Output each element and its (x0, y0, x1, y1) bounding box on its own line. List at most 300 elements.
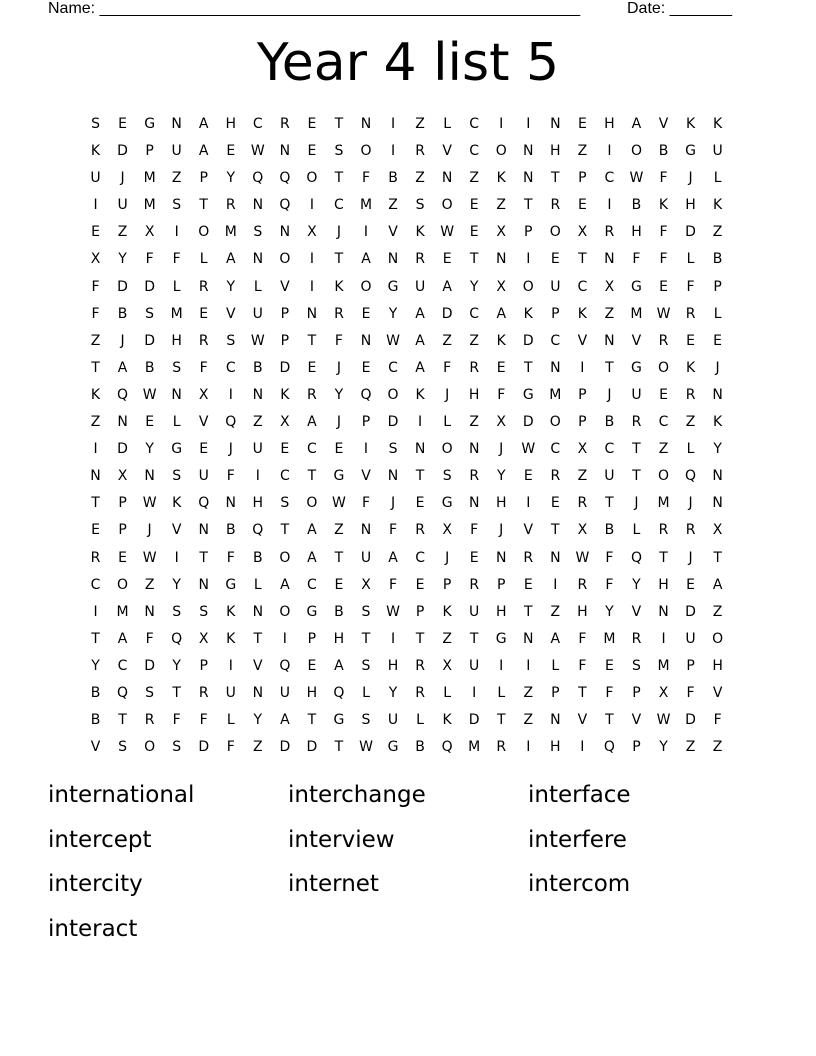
grid-letter: R (415, 251, 425, 268)
grid-letter: F (361, 495, 371, 512)
grid-letter: P (578, 170, 587, 187)
grid-letter: Y (172, 576, 181, 593)
grid-letter: F (145, 630, 154, 647)
grid-letter: B (225, 522, 236, 539)
grid-letter: P (551, 684, 560, 701)
grid-letter: K (496, 170, 506, 187)
grid-letter: E (361, 305, 371, 322)
grid-letter: Y (659, 739, 668, 756)
grid-letter: R (279, 116, 290, 132)
grid-letter: E (469, 549, 479, 566)
grid-letter: Y (226, 278, 236, 295)
grid-letter: R (90, 549, 101, 566)
grid-letter: Z (604, 305, 615, 322)
grid-letter: T (118, 712, 127, 729)
grid-letter: V (658, 116, 669, 132)
grid-letter: I (553, 576, 558, 593)
grid-letter: B (334, 603, 344, 620)
grid-letter: V (171, 522, 182, 539)
grid-letter: N (279, 143, 291, 160)
grid-letter: C (117, 657, 128, 674)
grid-letter: S (226, 332, 236, 349)
grid-row (82, 330, 731, 357)
grid-letter: Q (252, 522, 264, 539)
grid-letter: T (199, 197, 208, 214)
grid-letter: Q (441, 739, 453, 756)
grid-letter: M (359, 197, 373, 214)
grid-letter: I (93, 197, 98, 214)
grid-letter: L (443, 414, 452, 431)
grid-letter: V (523, 522, 534, 539)
grid-letter: R (550, 468, 561, 485)
grid-letter: U (685, 630, 696, 647)
grid-letter: F (91, 305, 100, 322)
grid-letter: C (550, 441, 561, 458)
grid-letter: Z (712, 739, 723, 756)
grid-letter: E (91, 522, 100, 539)
grid-letter: Y (388, 305, 398, 322)
grid-letter: F (443, 359, 452, 376)
grid-letter: K (415, 224, 425, 241)
grid-letter: I (526, 657, 531, 674)
grid-letter: I (526, 739, 531, 756)
grid-letter: G (225, 576, 237, 593)
grid-letter: F (686, 684, 695, 701)
grid-letter: F (578, 657, 587, 674)
grid-letter: O (712, 630, 724, 647)
grid-letter: P (632, 739, 641, 756)
grid-letter: L (497, 684, 506, 701)
grid-letter: L (551, 657, 560, 674)
grid-letter: E (334, 576, 344, 593)
grid-letter: V (712, 684, 723, 701)
grid-letter: E (307, 657, 317, 674)
grid-row (82, 303, 731, 330)
grid-row (82, 547, 731, 574)
grid-letter: Z (90, 332, 101, 349)
grid-letter: O (306, 495, 318, 512)
grid-letter: M (603, 630, 616, 647)
grid-letter: P (280, 305, 290, 322)
grid-letter: H (685, 197, 696, 214)
grid-letter: D (144, 332, 155, 349)
grid-letter: K (280, 386, 290, 403)
grid-letter: N (252, 603, 264, 620)
grid-letter: Z (523, 712, 534, 729)
grid-letter: R (685, 305, 696, 322)
grid-letter: X (658, 684, 669, 701)
grid-letter: E (91, 224, 100, 241)
grid-letter: F (389, 522, 398, 539)
grid-letter: N (252, 251, 264, 268)
grid-letter: N (144, 468, 155, 485)
grid-letter: M (224, 224, 237, 241)
grid-letter: P (199, 170, 208, 187)
grid-letter: F (226, 739, 235, 756)
grid-letter: T (659, 549, 668, 566)
grid-letter: S (253, 224, 263, 241)
grid-letter: Y (253, 712, 263, 729)
grid-letter: Y (145, 441, 154, 458)
grid-letter: H (604, 116, 615, 132)
grid-letter: A (631, 116, 642, 132)
grid-letter: T (91, 359, 100, 376)
grid-letter: O (549, 224, 561, 241)
grid-letter: A (117, 630, 128, 647)
grid-letter: T (605, 495, 614, 512)
grid-row (82, 384, 731, 411)
grid-letter: Q (171, 630, 183, 647)
grid-letter: I (390, 630, 396, 647)
grid-letter: R (225, 197, 236, 214)
grid-letter: G (387, 278, 399, 295)
grid-letter: Q (333, 684, 345, 701)
grid-letter: O (279, 251, 291, 268)
grid-letter: H (550, 739, 561, 756)
grid-letter: Z (658, 441, 669, 458)
grid-letter: T (523, 603, 533, 620)
grid-letter: R (550, 197, 561, 214)
grid-letter: N (604, 251, 615, 268)
grid-letter: L (253, 576, 262, 593)
grid-letter: E (118, 116, 127, 132)
grid-letter: I (390, 143, 396, 160)
grid-letter: D (279, 359, 291, 376)
grid-letter: N (387, 251, 399, 268)
grid-letter: L (226, 712, 235, 729)
grid-letter: H (333, 630, 345, 647)
grid-letter: S (172, 739, 182, 756)
grid-letter: G (441, 495, 453, 512)
grid-letter: D (685, 603, 696, 620)
grid-letter: U (279, 684, 290, 701)
grid-letter: S (361, 657, 371, 674)
grid-letter: T (307, 712, 317, 729)
grid-letter: F (713, 712, 722, 729)
grid-letter: N (712, 386, 723, 403)
grid-letter: P (442, 576, 452, 593)
grid-letter: I (174, 224, 179, 241)
grid-letter: T (172, 684, 181, 701)
grid-letter: J (688, 495, 693, 512)
grid-letter: N (550, 359, 561, 376)
grid-letter: F (199, 712, 208, 729)
grid-letter: G (685, 143, 696, 160)
grid-letter: F (659, 170, 668, 187)
grid-letter: F (659, 224, 668, 241)
grid-letter: F (659, 251, 668, 268)
grid-letter: L (686, 251, 695, 268)
grid-letter: W (656, 305, 671, 322)
grid-letter: I (282, 630, 287, 647)
grid-letter: T (307, 468, 317, 485)
grid-letter: V (577, 332, 588, 349)
grid-letter: F (172, 712, 181, 729)
grid-letter: Z (577, 468, 588, 485)
grid-letter: S (145, 684, 155, 701)
grid-letter: C (307, 441, 317, 458)
grid-letter: P (145, 143, 154, 160)
grid-letter: W (250, 143, 265, 160)
grid-letter: T (334, 116, 344, 132)
grid-letter: D (522, 414, 534, 431)
grid-letter: G (631, 359, 642, 376)
grid-letter: C (225, 359, 236, 376)
grid-letter: D (117, 441, 128, 458)
grid-letter: E (604, 657, 614, 674)
grid-letter: G (333, 712, 345, 729)
grid-letter: D (279, 739, 291, 756)
grid-letter: E (577, 197, 587, 214)
grid-letter: Y (118, 251, 127, 268)
grid-letter: R (604, 224, 615, 241)
grid-letter: W (332, 495, 346, 512)
grid-letter: W (440, 224, 455, 241)
grid-letter: U (604, 468, 615, 485)
grid-letter: X (307, 224, 317, 241)
grid-letter: R (631, 630, 642, 647)
grid-letter: W (142, 386, 157, 403)
grid-letter: Q (279, 657, 291, 674)
grid-letter: U (117, 197, 128, 214)
word-list-item: internet (288, 871, 379, 897)
grid-letter: A (550, 630, 561, 647)
grid-letter: O (117, 576, 129, 593)
grid-letter: O (279, 549, 291, 566)
grid-letter: Z (469, 332, 479, 349)
grid-letter: E (361, 359, 371, 376)
grid-letter: A (388, 549, 398, 566)
grid-letter: E (577, 116, 587, 132)
grid-letter: Z (253, 414, 263, 431)
grid-letter: L (199, 251, 208, 268)
grid-letter: E (415, 495, 425, 512)
grid-letter: A (117, 359, 128, 376)
grid-letter: X (442, 522, 452, 539)
grid-letter: S (632, 657, 641, 674)
grid-letter: N (550, 712, 561, 729)
grid-letter: D (685, 712, 696, 729)
grid-letter: K (496, 332, 506, 349)
grid-letter: U (225, 684, 236, 701)
grid-letter: B (90, 712, 101, 729)
grid-letter: J (688, 549, 693, 566)
grid-letter: I (580, 359, 585, 376)
grid-letter: R (198, 684, 209, 701)
grid-row (82, 194, 731, 221)
grid-letter: F (361, 170, 371, 187)
grid-letter: Q (685, 468, 697, 485)
grid-letter: M (657, 495, 670, 512)
grid-letter: X (577, 522, 588, 539)
grid-letter: Q (279, 197, 291, 214)
grid-letter: V (225, 305, 236, 322)
grid-letter: I (390, 116, 396, 132)
grid-letter: W (575, 549, 590, 566)
grid-letter: S (145, 305, 155, 322)
grid-letter: B (90, 684, 101, 701)
grid-letter: L (416, 712, 424, 729)
grid-letter: B (253, 359, 263, 376)
grid-letter: R (469, 576, 480, 593)
grid-letter: P (497, 576, 506, 593)
grid-letter: E (280, 441, 290, 458)
grid-letter: I (607, 197, 612, 214)
grid-letter: S (199, 603, 209, 620)
grid-letter: O (279, 603, 291, 620)
grid-letter: H (306, 684, 318, 701)
grid-letter: A (198, 143, 209, 160)
grid-letter: Q (630, 549, 642, 566)
grid-letter: O (360, 278, 372, 295)
grid-letter: J (499, 522, 504, 539)
grid-letter: I (526, 251, 531, 268)
grid-letter: K (442, 712, 452, 729)
grid-letter: C (415, 549, 425, 566)
grid-row (82, 221, 731, 248)
grid-letter: F (470, 522, 479, 539)
grid-letter: N (468, 441, 480, 458)
grid-letter: N (144, 603, 155, 620)
grid-letter: C (469, 305, 480, 322)
grid-row (82, 492, 731, 519)
grid-letter: N (414, 441, 426, 458)
grid-letter: R (631, 414, 642, 431)
grid-letter: E (659, 278, 668, 295)
grid-letter: V (388, 224, 398, 241)
grid-letter: S (388, 441, 398, 458)
grid-letter: N (712, 468, 723, 485)
grid-letter: R (685, 386, 696, 403)
grid-letter: V (442, 143, 452, 160)
grid-letter: X (198, 386, 209, 403)
grid-letter: I (255, 468, 260, 485)
grid-letter: E (550, 495, 560, 512)
grid-letter: N (441, 170, 453, 187)
grid-letter: T (91, 630, 100, 647)
grid-letter: C (550, 332, 561, 349)
letter-grid (82, 113, 731, 763)
grid-letter: R (198, 332, 209, 349)
grid-letter: Z (685, 739, 696, 756)
grid-letter: N (306, 305, 318, 322)
grid-letter: R (198, 278, 209, 295)
grid-letter: T (632, 441, 641, 458)
grid-letter: M (116, 603, 129, 620)
grid-letter: T (632, 468, 641, 485)
grid-letter: U (387, 712, 399, 729)
grid-letter: G (171, 441, 183, 458)
grid-letter: S (334, 143, 344, 160)
grid-letter: V (631, 332, 642, 349)
grid-letter: Q (117, 684, 129, 701)
grid-letter: Q (252, 170, 264, 187)
name-field: Name: ______________________________________________________ (48, 0, 581, 17)
grid-letter: Z (144, 576, 155, 593)
grid-letter: J (228, 441, 233, 458)
grid-letter: B (631, 197, 642, 214)
grid-letter: E (550, 251, 560, 268)
grid-letter: Q (279, 170, 291, 187)
grid-letter: E (442, 251, 452, 268)
grid-letter: A (496, 305, 507, 322)
grid-letter: R (469, 359, 480, 376)
grid-row (82, 655, 731, 682)
grid-letter: W (386, 603, 400, 620)
word-list-item: international (48, 782, 195, 808)
grid-letter: C (307, 576, 317, 593)
grid-row (82, 411, 731, 438)
grid-letter: I (174, 549, 179, 566)
grid-letter: T (605, 712, 614, 729)
grid-letter: F (578, 630, 587, 647)
grid-letter: A (280, 576, 290, 593)
page-title: Year 4 list 5 (256, 33, 560, 93)
grid-letter: P (686, 657, 695, 674)
grid-letter: S (91, 116, 100, 132)
grid-letter: N (225, 495, 236, 512)
grid-letter: Z (117, 224, 128, 241)
grid-letter: U (360, 549, 372, 566)
grid-letter: B (604, 414, 615, 431)
grid-letter: Z (712, 224, 723, 241)
grid-letter: Z (442, 332, 452, 349)
grid-letter: V (631, 712, 642, 729)
grid-letter: S (172, 197, 182, 214)
grid-letter: Q (360, 386, 372, 403)
grid-letter: N (604, 332, 615, 349)
grid-letter: K (90, 386, 101, 403)
grid-letter: E (226, 143, 236, 160)
grid-letter: M (630, 305, 643, 322)
grid-letter: G (495, 630, 507, 647)
grid-letter: P (578, 386, 587, 403)
date-field: Date: _______ (627, 0, 732, 17)
grid-letter: U (252, 441, 263, 458)
grid-letter: T (578, 251, 587, 268)
grid-letter: M (143, 170, 156, 187)
grid-letter: C (252, 116, 263, 132)
grid-letter: P (632, 684, 641, 701)
grid-letter: L (443, 684, 452, 701)
grid-letter: B (117, 305, 128, 322)
grid-letter: M (170, 305, 183, 322)
grid-letter: I (93, 603, 98, 620)
grid-letter: R (496, 739, 507, 756)
grid-letter: V (631, 603, 642, 620)
grid-letter: O (495, 143, 507, 160)
grid-letter: E (523, 576, 533, 593)
grid-letter: Z (415, 170, 425, 187)
grid-letter: T (578, 684, 587, 701)
grid-letter: T (334, 549, 344, 566)
grid-letter: J (336, 359, 342, 376)
grid-letter: C (658, 414, 669, 431)
grid-letter: I (526, 116, 531, 132)
grid-letter: A (280, 712, 290, 729)
grid-letter: X (144, 224, 155, 241)
grid-letter: Z (90, 414, 101, 431)
grid-letter: N (658, 603, 669, 620)
grid-letter: T (713, 549, 722, 566)
grid-letter: E (686, 332, 695, 349)
grid-letter: E (713, 332, 723, 349)
grid-letter: P (118, 522, 127, 539)
grid-letter: A (334, 657, 344, 674)
grid-letter: F (145, 251, 154, 268)
word-list-item: intercom (528, 871, 631, 897)
grid-row (82, 574, 731, 601)
